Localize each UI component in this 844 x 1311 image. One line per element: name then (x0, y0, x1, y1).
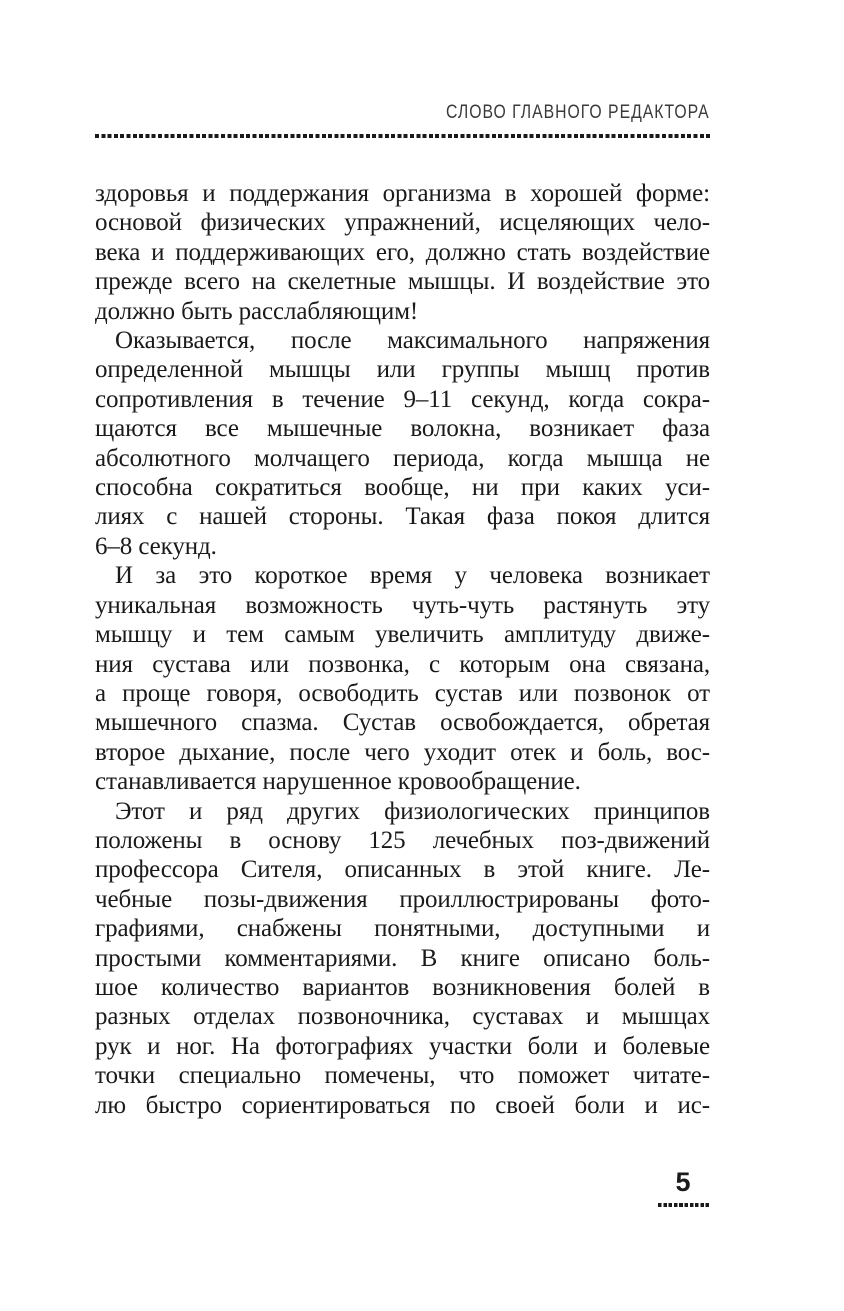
text-line: Этот и ряд других физиологических принципов (115, 797, 710, 825)
text-line: уникальная возможность чуть-чуть растянуть эту (95, 591, 710, 619)
text-line: Оказывается, после максимального напряжения (115, 327, 710, 355)
text-line: лиях с нашей стороны. Такая фаза покоя длится (95, 503, 710, 531)
page-number: 5 (675, 1167, 691, 1197)
text-line: графиями, снабжены понятными, доступными и (95, 915, 710, 943)
text-line: простыми комментариями. В книге описано боль- (95, 944, 710, 972)
running-head-title: СЛОВО ГЛАВНОГО РЕДАКТОРА (446, 102, 710, 123)
running-head (95, 101, 710, 125)
text-line: а проще говоря, освободить сустав или позвонок от (95, 679, 710, 707)
text-line: сопротивления в течение 9–11 секунд, когда сокра- (95, 385, 710, 413)
text-line: И за это короткое время у человека возникает (115, 562, 710, 590)
text-line: чебные позы-движения проиллюстрированы фото- (95, 885, 710, 913)
footer-rule (658, 1203, 709, 1207)
text-line: разных отделах позвоночника, суставах и мышцах (95, 1003, 710, 1031)
text-line: абсолютного молчащего периода, когда мышца не (95, 444, 710, 472)
text-line: определенной мышцы или группы мышц против (95, 356, 710, 384)
text-line: станавливается нарушенное кровообращение. (95, 768, 581, 796)
text-line: второе дыхание, после чего уходит отек и боль, вос- (95, 738, 710, 766)
text-line: мышечного спазма. Сустав освобождается, обретая (95, 709, 710, 737)
text-line: века и поддерживающих его, должно стать воздействие (95, 238, 710, 266)
text-line: способна сократиться вообще, ни при каких уси- (95, 474, 710, 502)
text-line: 6–8 секунд. (95, 532, 217, 560)
text-line: здоровья и поддержания организма в хорошей форме: (95, 180, 710, 207)
text-line: точки специально помечены, что поможет читате- (95, 1062, 710, 1090)
text-line: мышцу и тем самым увеличить амплитуду движе- (95, 621, 710, 649)
text-line: положены в основу 125 лечебных поз-движений (95, 826, 710, 854)
header-rule (95, 134, 710, 138)
text-line: щаются все мышечные волокна, возникает фаза (95, 415, 710, 443)
body-text (95, 179, 710, 1120)
text-line: профессора Сителя, описанных в этой книге. Ле- (95, 856, 710, 884)
text-line: лю быстро сориентироваться по своей боли и ис- (95, 1091, 710, 1119)
text-line: должно быть расслабляющим! (95, 297, 419, 325)
text-line: шое количество вариантов возникновения болей в (95, 973, 710, 1001)
text-line: основой физических упражнений, исцеляющих чело- (95, 209, 710, 237)
text-line: прежде всего на скелетные мышцы. И воздействие это (95, 268, 710, 296)
text-line: рук и ног. На фотографиях участки боли и болевые (95, 1032, 710, 1060)
text-line: ния сустава или позвонка, с которым она связана, (95, 650, 710, 678)
